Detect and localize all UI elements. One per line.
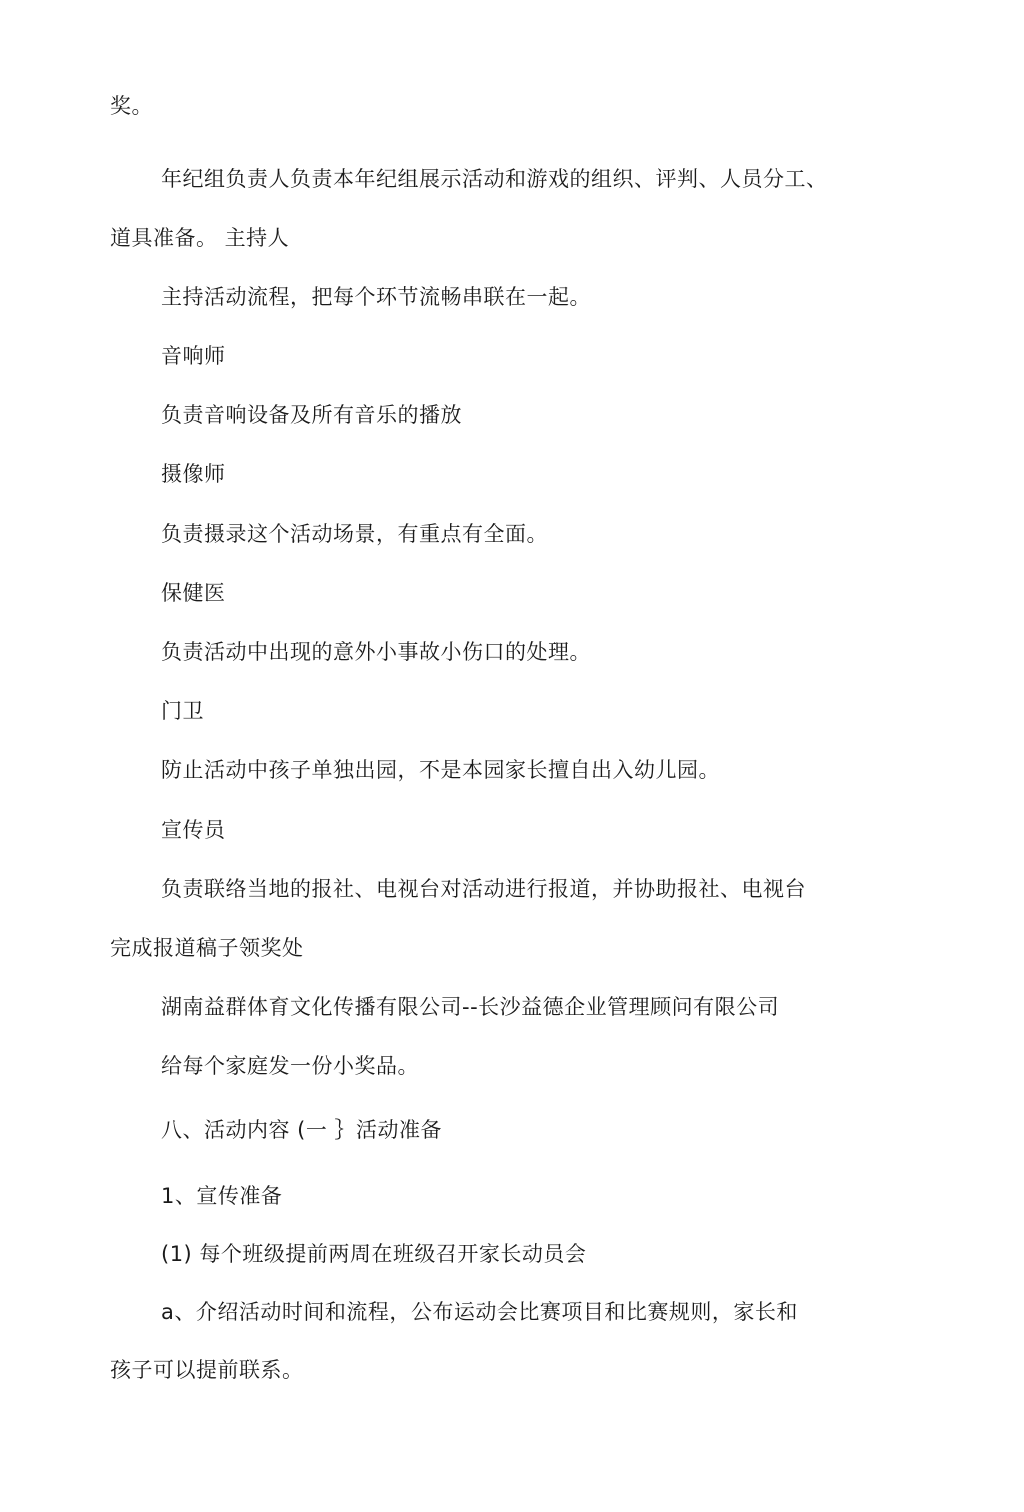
text-line: 音响师	[161, 344, 226, 368]
text-line: 湖南益群体育文化传播有限公司--长沙益德企业管理顾问有限公司	[161, 995, 780, 1019]
text-line: 防止活动中孩子单独出园，不是本园家长擅自出入幼儿园。	[161, 758, 720, 782]
text-line: 道具准备。 主持人	[110, 226, 290, 250]
text-line: 奖。	[110, 94, 153, 118]
text-line: a、介绍活动时间和流程，公布运动会比赛项目和比赛规则，家长和	[161, 1300, 798, 1324]
text-line: 负责活动中出现的意外小事故小伤口的处理。	[161, 640, 591, 664]
text-line: 年纪组负责人负责本年纪组展示活动和游戏的组织、评判、人员分工、	[161, 167, 828, 191]
text-line: 门卫	[161, 699, 204, 723]
text-line: 完成报道稿子领奖处	[110, 936, 304, 960]
text-line: 负责联络当地的报社、电视台对活动进行报道，并协助报社、电视台	[161, 877, 806, 901]
text-line: 摄像师	[161, 462, 226, 486]
text-line: 主持活动流程，把每个环节流畅串联在一起。	[161, 285, 591, 309]
text-line: 八、活动内容 (一 ｝活动准备	[161, 1118, 443, 1142]
text-line: (1) 每个班级提前两周在班级召开家长动员会	[161, 1242, 587, 1266]
text-line: 保健医	[161, 581, 226, 605]
text-line: 负责音响设备及所有音乐的播放	[161, 403, 462, 427]
text-line: 负责摄录这个活动场景，有重点有全面。	[161, 522, 548, 546]
text-line: 给每个家庭发一份小奖品。	[161, 1054, 419, 1078]
text-line: 孩子可以提前联系。	[110, 1358, 304, 1382]
text-line: 1、宣传准备	[161, 1184, 283, 1208]
text-line: 宣传员	[161, 818, 226, 842]
